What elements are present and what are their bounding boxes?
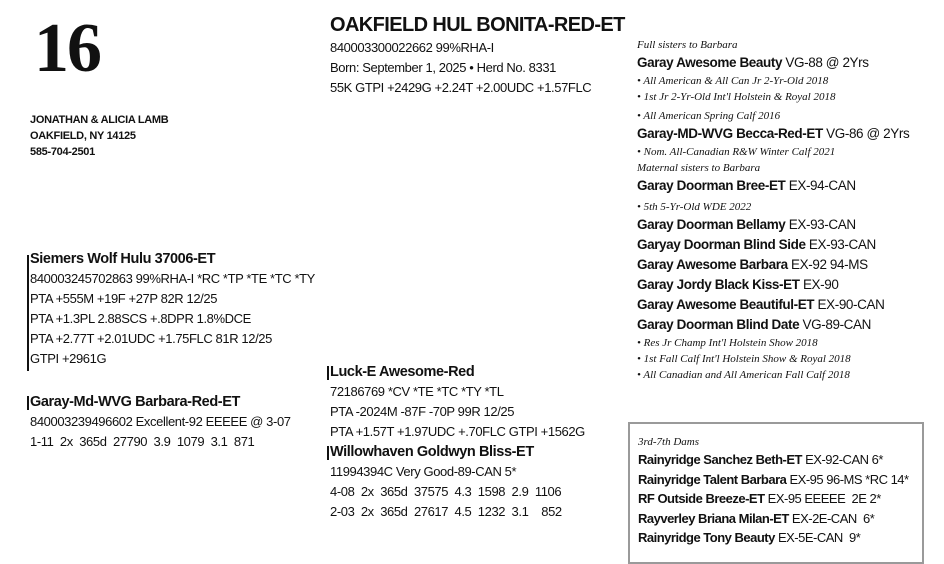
sister-name: Garay Awesome Beauty bbox=[637, 55, 783, 70]
maternal-grandparents bbox=[330, 362, 585, 522]
sister-note: • 1st Jr 2-Yr-Old Int'l Holstein & Royal 2018 bbox=[637, 91, 836, 103]
sire-line: PTA +555M +19F +27P 82R 12/25 bbox=[30, 291, 218, 306]
sister-entry bbox=[637, 235, 937, 255]
sister-entry bbox=[637, 53, 937, 73]
dam-entry bbox=[638, 509, 909, 529]
sire-line: 840003245702863 99%RHA-I *RC *TP *TE *TC *TY bbox=[30, 271, 315, 286]
mgs-line: 72186769 *CV *TE *TC *TY *TL bbox=[330, 384, 504, 399]
mgs-name: Luck-E Awesome-Red bbox=[330, 364, 475, 380]
sister-name: Garay Doorman Bree-ET bbox=[637, 178, 786, 193]
sister-name: Garay-MD-WVG Becca-Red-ET bbox=[637, 126, 823, 141]
sister-entry bbox=[637, 176, 937, 196]
full-sisters-caption: Full sisters to Barbara bbox=[637, 39, 738, 51]
dam-pedigree-bar bbox=[27, 396, 29, 410]
dam-entry-score: EX-95 EEEEE 2E 2* bbox=[764, 491, 881, 506]
sister-entry bbox=[637, 215, 937, 235]
sire-pedigree-bar bbox=[27, 255, 29, 371]
dam-block bbox=[30, 392, 291, 452]
dam-entry-score: EX-2E-CAN 6* bbox=[788, 510, 875, 526]
sire-line: GTPI +2961G bbox=[30, 351, 107, 366]
sister-note: • 1st Fall Calf Int'l Holstein Show & Royal 2018 bbox=[637, 353, 851, 365]
mgd-line: 2-03 2x 365d 27617 4.5 1232 3.1 852 bbox=[330, 504, 562, 519]
consignor-name: JONATHAN & ALICIA LAMB bbox=[30, 114, 169, 126]
dam-entry-name: Rainyridge Sanchez Beth-ET bbox=[638, 452, 802, 467]
dams-caption: 3rd-7th Dams bbox=[638, 436, 700, 448]
dam-entry-name: Rainyridge Talent Barbara bbox=[638, 471, 787, 487]
animal-detail-line: Born: September 1, 2025 • Herd No. 8331 bbox=[330, 60, 556, 75]
maternal-sisters-caption: Maternal sisters to Barbara bbox=[637, 162, 761, 174]
animal-detail-line: 55K GTPI +2429G +2.24T +2.00UDC +1.57FLC bbox=[330, 80, 592, 95]
sister-score: EX-93-CAN bbox=[785, 217, 856, 232]
dams-3-7-box bbox=[628, 422, 924, 564]
dam-entry-name: Rainyridge Tony Beauty bbox=[638, 530, 775, 545]
sister-score: EX-93-CAN bbox=[805, 237, 876, 252]
animal-detail-line: 840003300022662 99%RHA-I bbox=[330, 40, 494, 55]
sister-note: • 5th 5-Yr-Old WDE 2022 bbox=[637, 201, 752, 213]
sister-note: • All Canadian and All American Fall Calf 2018 bbox=[637, 369, 850, 381]
sister-entry bbox=[637, 255, 937, 275]
sister-score: VG-88 @ 2Yrs bbox=[782, 55, 869, 70]
sister-name: Garay Jordy Black Kiss-ET bbox=[637, 277, 800, 292]
sister-score: VG-86 @ 2Yrs bbox=[822, 126, 910, 141]
sister-score: VG-89-CAN bbox=[799, 317, 871, 332]
sisters-column bbox=[637, 38, 937, 383]
mgd-pedigree-bar bbox=[327, 446, 329, 460]
dam-line: 1-11 2x 365d 27790 3.9 1079 3.1 871 bbox=[30, 434, 255, 449]
sister-note: • All American & All Can Jr 2-Yr-Old 2018 bbox=[637, 75, 829, 87]
dam-entry bbox=[638, 528, 909, 548]
mgd-name: Willowhaven Goldwyn Bliss-ET bbox=[330, 444, 534, 460]
sire-block bbox=[30, 249, 315, 369]
mgd-line: 11994394C Very Good-89-CAN 5* bbox=[330, 464, 517, 479]
sister-score: EX-94-CAN bbox=[785, 178, 856, 193]
dam-entry-score: EX-5E-CAN 9* bbox=[774, 530, 861, 545]
sister-score: EX-90-CAN bbox=[814, 297, 885, 312]
dam-entry bbox=[638, 470, 909, 490]
sister-entry bbox=[637, 124, 937, 144]
sire-line: PTA +1.3PL 2.88SCS +.8DPR 1.8%DCE bbox=[30, 311, 251, 326]
dam-line: 840003239496602 Excellent-92 EEEEE @ 3-07 bbox=[30, 414, 291, 429]
mgd-line: 4-08 2x 365d 37575 4.3 1598 2.9 1106 bbox=[330, 484, 562, 499]
dam-entry bbox=[638, 450, 909, 470]
dam-entry-name: RF Outside Breeze-ET bbox=[638, 491, 765, 506]
lot-number: 16 bbox=[34, 10, 100, 87]
dam-name: Garay-Md-WVG Barbara-Red-ET bbox=[30, 394, 240, 410]
consignor-location: OAKFIELD, NY 14125 bbox=[30, 130, 136, 142]
sister-name: Garay Awesome Barbara bbox=[637, 257, 788, 272]
sister-entry bbox=[637, 315, 937, 335]
sister-name: Garay Doorman Blind Date bbox=[637, 317, 800, 332]
sister-score: EX-92 94-MS bbox=[787, 257, 868, 272]
mgs-line: PTA -2024M -87F -70P 99R 12/25 bbox=[330, 404, 515, 419]
sister-note: • Res Jr Champ Int'l Holstein Show 2018 bbox=[637, 337, 818, 349]
mgs-line: PTA +1.57T +1.97UDC +.70FLC GTPI +1562G bbox=[330, 424, 585, 439]
dam-entry-name: Rayverley Briana Milan-ET bbox=[638, 510, 789, 526]
sister-name: Garay Awesome Beautiful-ET bbox=[637, 297, 815, 312]
sire-name: Siemers Wolf Hulu 37006-ET bbox=[30, 251, 216, 267]
dam-entry-score: EX-95 96-MS *RC 14* bbox=[786, 471, 909, 487]
consignor-info bbox=[30, 112, 168, 160]
sire-line: PTA +2.77T +2.01UDC +1.75FLC 81R 12/25 bbox=[30, 331, 272, 346]
sister-name: Garay Doorman Bellamy bbox=[637, 217, 786, 232]
animal-details bbox=[330, 38, 591, 98]
dam-entry-score: EX-92-CAN 6* bbox=[801, 452, 883, 467]
sister-entry bbox=[637, 275, 937, 295]
sister-entry bbox=[637, 295, 937, 315]
mgs-pedigree-bar bbox=[327, 366, 329, 380]
animal-name: OAKFIELD HUL BONITA-RED-ET bbox=[330, 14, 625, 36]
sister-score: EX-90 bbox=[799, 277, 839, 292]
consignor-phone: 585-704-2501 bbox=[30, 146, 95, 158]
sister-note: • All American Spring Calf 2016 bbox=[637, 110, 781, 122]
sister-note: • Nom. All-Canadian R&W Winter Calf 2021 bbox=[637, 146, 836, 158]
sister-name: Garyay Doorman Blind Side bbox=[637, 237, 806, 252]
dam-entry bbox=[638, 489, 909, 509]
